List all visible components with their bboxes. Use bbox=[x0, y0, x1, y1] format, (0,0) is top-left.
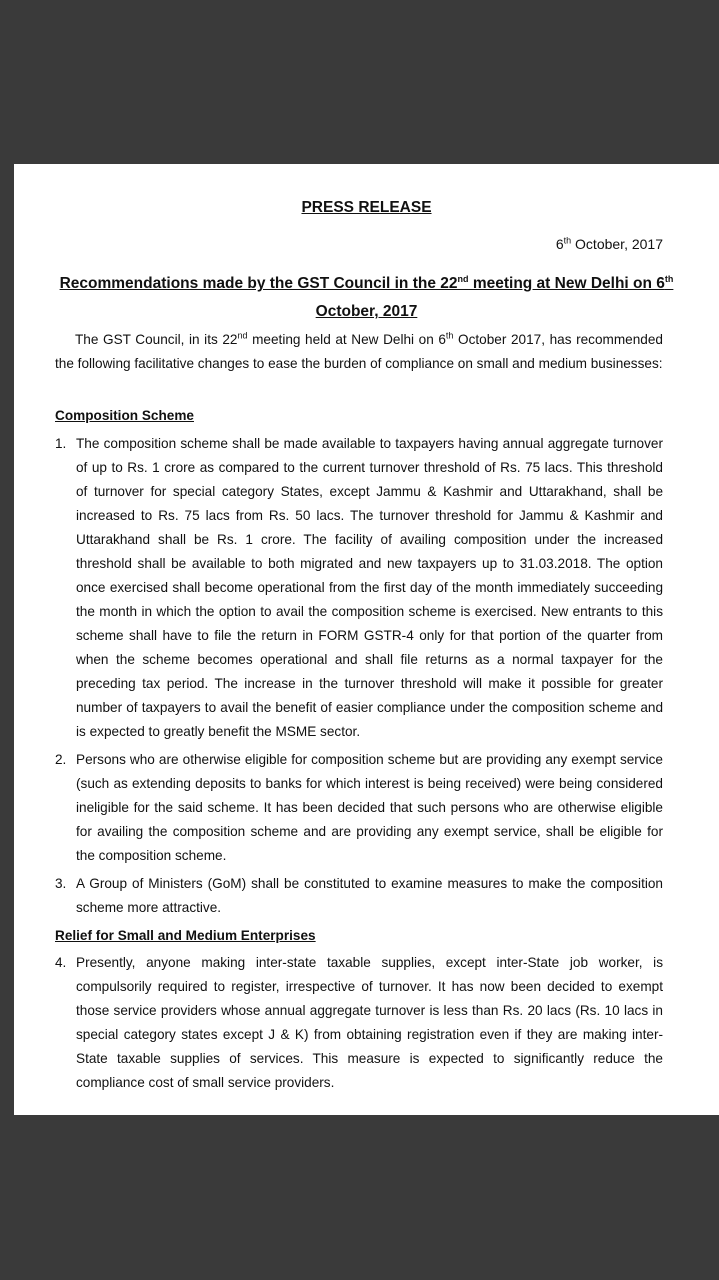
item-number: 3. bbox=[55, 876, 67, 891]
document-heading bbox=[56, 270, 677, 326]
intro-part-b: meeting held at New Delhi on 6 bbox=[247, 332, 446, 347]
list-item bbox=[55, 432, 663, 744]
release-date bbox=[556, 236, 663, 252]
date-sup: th bbox=[563, 235, 572, 246]
intro-sup-2: th bbox=[445, 330, 454, 341]
item-text: Persons who are otherwise eligible for composition scheme but are providing any exempt service (such as extending deposits to banks for which interest is being received) were being considered ineligible for the said scheme. It has been decided that such persons who are otherwise eligible for availing the composition scheme and are providing any exempt service, shall be eligible for the composition scheme. bbox=[76, 752, 663, 863]
list-item bbox=[55, 872, 663, 920]
item-number: 2. bbox=[55, 752, 67, 767]
item-number: 1. bbox=[55, 436, 67, 451]
document-page bbox=[14, 164, 719, 1115]
press-release-title: PRESS RELEASE bbox=[301, 199, 432, 216]
heading-part-a: Recommendations made by the GST Council in the 22 bbox=[59, 275, 458, 292]
heading-part-b: meeting at New Delhi on 6 bbox=[468, 275, 665, 292]
item-text: A Group of Ministers (GoM) shall be constituted to examine measures to make the composition scheme more attractive. bbox=[76, 876, 663, 915]
intro-paragraph bbox=[55, 328, 663, 376]
item-text: Presently, anyone making inter-state taxable supplies, except inter-State job worker, is compulsorily required to register, irrespective of turnover. It has now been decided to exempt those service providers whose annual aggregate turnover is less than Rs. 20 lacs (Rs. 10 lacs in special category states except J & K) from obtaining registration even if they are making inter-State taxable supplies of services. This measure is expected to significantly reduce the compliance cost of small service providers. bbox=[76, 955, 663, 1090]
list-item bbox=[55, 951, 663, 1095]
item-number: 4. bbox=[55, 955, 67, 970]
item-text: The composition scheme shall be made available to taxpayers having annual aggregate turnover of up to Rs. 1 crore as compared to the current turnover threshold of Rs. 75 lacs. This threshold of turnover for special category States, except Jammu & Kashmir and Uttarakhand, shall be increased to Rs. 75 lacs from Rs. 50 lacs. The turnover threshold for Jammu & Kashmir and Uttarakhand shall be Rs. 1 crore. The facility of availing composition under the increased threshold shall be available to both migrated and new taxpayers up to 31.03.2018. The option once exercised shall become operational from the first day of the month immediately succeeding the month in which the option to avail the composition scheme is exercised. New entrants to this scheme shall have to file the return in FORM GSTR-4 only for that portion of the quarter from when the scheme becomes operational and shall file returns as a normal taxpayer for the preceding tax period. The increase in the turnover threshold will make it possible for greater number of taxpayers to avail the benefit of easier compliance under the composition scheme and is expected to greatly benefit the MSME sector. bbox=[76, 436, 663, 739]
intro-part-a: The GST Council, in its 22 bbox=[75, 332, 238, 347]
section-title-relief: Relief for Small and Medium Enterprises bbox=[55, 928, 316, 943]
heading-sup-2: th bbox=[664, 273, 674, 284]
heading-sup-1: nd bbox=[457, 273, 469, 284]
date-rest: October, 2017 bbox=[571, 236, 663, 252]
intro-part-c: October 2017, has recommended the following facilitative changes to ease the burden of compliance on small and medium businesses: bbox=[55, 332, 663, 371]
date-day: 6 bbox=[555, 236, 564, 252]
intro-sup-1: nd bbox=[237, 330, 248, 341]
list-item bbox=[55, 748, 663, 868]
section-title-composition: Composition Scheme bbox=[55, 408, 194, 423]
heading-part-c: October, 2017 bbox=[315, 303, 418, 320]
